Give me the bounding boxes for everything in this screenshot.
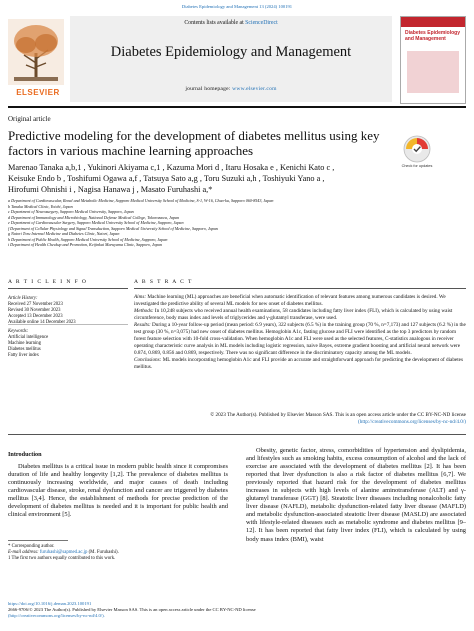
author-list [8,162,448,195]
keyword-item: Diabetes mellitus [8,347,41,352]
abstract-rule [134,288,466,289]
keywords-label: Keywords: [8,329,29,334]
article-info-rule [8,288,128,289]
cover-red-band [401,17,465,27]
journal-cover-thumbnail[interactable] [400,16,466,104]
elsevier-tree-logo [8,19,64,85]
authors-line-2: Keisuke Endo b , Toshifumi Ogawa a,f , Tatsuya Sato a,g , Toru Suzuki a,h , Toshiyuki Yano a , [8,174,325,183]
history-item: Revised 30 November 2023 [8,308,61,313]
homepage-prefix: journal homepage: [185,86,233,92]
conclusions-text: ML models incorporating hemoglobin A1c and FLI provide an accurate and straightforward approach for predicting the development of diabetes mellitus. [134,356,463,370]
keywords-block [8,329,128,359]
keyword-item: Artificial intelligence [8,335,49,340]
authors-line-3: Hirofumi Ohnishi i , Nagisa Hanawa j , Masato Furuhashi a,* [8,185,213,194]
email-suffix: (M. Furuhashi). [87,550,119,556]
abstract-heading: A B S T R A C T [134,279,193,285]
abstract-conclusions [134,357,466,371]
info-divider [8,324,128,325]
contents-prefix: Contents lists available at [184,20,246,26]
keyword-item: Fatty liver index [8,353,39,358]
copyright-text: © 2023 The Author(s). Published by Elsevier Masson SAS. This is an open access article under the CC BY-NC-ND license [210,412,466,418]
footer-license-link[interactable]: (http://creativecommons.org/licenses/by-nc-nd/4.0/). [8,612,105,618]
publisher-wordmark: ELSEVIER [16,88,60,97]
introduction-heading: Introduction [8,451,42,458]
results-label: Results: [134,321,151,328]
conclusions-label: Conclusions: [134,356,162,363]
article-history [8,296,128,326]
intro-left-column: Diabetes mellitus is a critical issue in modern public health since it compromises duration of life and healthy longevity [1,2]. The prevalence of diabetes mellitus is continuously increasing worldwide, and major causes of death including cardiovascular disease, stroke, renal dysfunction and cancer are triggered by diabetes mellitus [3,4]. Hence, the establishment of methods for precise prediction of the development of diabetes mellitus is needed and it is important for public health and clinical environment [5]. [8,463,228,519]
check-for-updates-label: Check for updates [401,164,433,168]
email-link[interactable]: furuhashi@sapmed.ac.jp [39,550,88,556]
affiliation-item: h Department of Public Health, Sapporo Medical University School of Medicine, Sapporo, Japan [8,236,168,242]
contents-line [70,20,392,26]
article-title: Predictive modeling for the development of diabetes mellitus using key factors in various machine learning approaches [8,128,380,158]
affiliation-item: d Department of Immunology and Microbiology, National Defense Medical College, Tokorozawa, Japan [8,214,180,220]
affiliation-item: i Department of Health Checkup and Promotion, Keijinkai Maruyama Clinic, Sapporo, Japan [8,242,162,248]
abstract-results [134,322,466,357]
page-footer [8,601,466,619]
intro-right-column: Obesity, genetic factor, stress, comorbidities of hypertension and dyslipidemia, and lifestyles such as smoking habits, excess consumption of alcohol and the lack of exercise are associated with the development of diabetes mellitus [2]. It has been reported that liver dysfunction is also a risk factor of diabetes mellitus [6,7]. We previously reported that hazard risk for the development of diabetes mellitus increases in subjects with high levels of alanine aminotransferase (ALT) and γ-glutamyl transferase (GGT) [8]. Steatotic liver diseases including nonalcoholic fatty liver disease (NAFLD), metabolic dysfunction-related fatty liver disease (MAFLD) and metabolic dysfunction-associated steatotic liver disease (MASLD) are associated with lifestyle-related diseases such as metabolic syndrome and diabetes mellitus [9–12]. It has been reported that fatty liver index (FLI), which is calculated by using body mass index (BMI), waist [246,447,466,543]
abstract-aims [134,294,466,308]
issn-line: 2666-9706/© 2023 The Author(s). Published by Elsevier Masson SAS. This is an open access article under the CC BY-NC-ND license [8,606,256,612]
running-reference[interactable]: Diabetes Epidemiology and Management 13 (2024) 100191 [181,4,293,9]
affiliation-item: e Department of Cardiovascular Surgery, Sapporo Medical University School of Medicine, Sapporo, Japan [8,220,184,226]
keyword-item: Machine learning [8,341,41,346]
abstract-methods [134,308,466,322]
affiliation-item: g Natori Toru Internal Medicine and Diabetes Clinic, Natori, Japan [8,231,120,237]
results-text: During a 10-year follow-up period (mean period: 6.9 years), 322 subjects (6.5 %) in the training group (70 %, n=7,173) and 127 subjects (6.2 %) in the test group (30 %, n=3,075) had new onset of diabetes mellitus. Hemoglobin A1c, fasting glucose and FLI were identified as the top 3 predictors by random forest feature selection with 10-fold cross-validation. When hemoglobin A1c and FLI were used as the selected features, C-statistics analogous in receiver operating characteristic curve analysis in ML models including logistic regression, naive Bayes, extreme gradient boosting and artificial neural network were 0.874, 0.869, 0.856 and 0.869, respectively. There was no significant difference in the discriminatory capacity among the ML models. [134,321,466,356]
methods-label: Methods: [134,307,154,314]
affiliation-item: c Department of Neurosurgery, Sapporo Medical University, Sapporo, Japan [8,209,134,215]
abstract-copyright [134,412,466,426]
journal-homepage [70,86,392,92]
cover-image [407,51,459,93]
history-item: Accepted 13 December 2023 [8,314,63,319]
aims-text: Machine learning (ML) approaches are beneficial when automatic identification of relevant features among numerous candidates is desired. We investigated the predictive ability of several ML models for new onset of diabetes mellitus. [134,294,446,307]
license-link[interactable]: (http://creativecommons.org/licenses/by-nc-nd/4.0/) [358,418,466,425]
email-label: E-mail address: [8,550,40,556]
methods-text: In 10,248 subjects who received annual health examinations, 58 candidates including fatty liver index (FLI), which is calculated by using waist circumference, body mass index and levels of triglycerides and γ-glutamyl transferase, were used. [134,307,453,321]
corresponding-author-note: * Corresponding author. [8,544,55,549]
homepage-link[interactable]: www.elsevier.com [232,86,277,92]
history-item: Received 27 November 2023 [8,302,63,307]
history-item: Available online 14 December 2023 [8,320,76,325]
authors-line-1: Marenao Tanaka a,b,1 , Yukinori Akiyama c,1 , Kazuma Mori d , Itaru Hosaka e , Kenichi Kato c , [8,163,335,172]
abstract-bottom-rule [8,434,466,435]
journal-name: Diabetes Epidemiology and Management [110,44,352,60]
aims-label: Aims: [134,294,147,300]
affiliation-item: f Department of Cellular Physiology and Signal Transduction, Sapporo Medical University School of Medicine, Sapporo, Japan [8,225,218,231]
history-label: Article History: [8,296,38,301]
abstract-body [134,294,466,370]
doi-link[interactable]: https://doi.org/10.1016/j.deman.2023.100191 [8,601,92,606]
affiliations [8,198,448,248]
sciencedirect-link[interactable]: ScienceDirect [245,20,278,26]
check-for-updates-icon[interactable] [402,134,432,164]
header-rule [8,106,466,108]
footnotes [8,544,228,563]
equal-contribution-note: 1 The first two authors equally contributed to this work. [8,556,116,562]
affiliation-item: b Tanaka Medical Clinic, Yoichi, Japan [8,203,73,209]
footnote-rule [8,540,68,541]
article-type: Original article [8,115,51,123]
cover-title: Diabetes Epidemiology and Management [405,30,461,42]
article-info-heading: A R T I C L E I N F O [8,279,88,285]
affiliation-item: a Department of Cardiovascular, Renal and Metabolic Medicine, Sapporo Medical University School of Medicine, S-1, W-16, Chuo-ku, Sapporo 060-8543, Japan [8,198,274,203]
